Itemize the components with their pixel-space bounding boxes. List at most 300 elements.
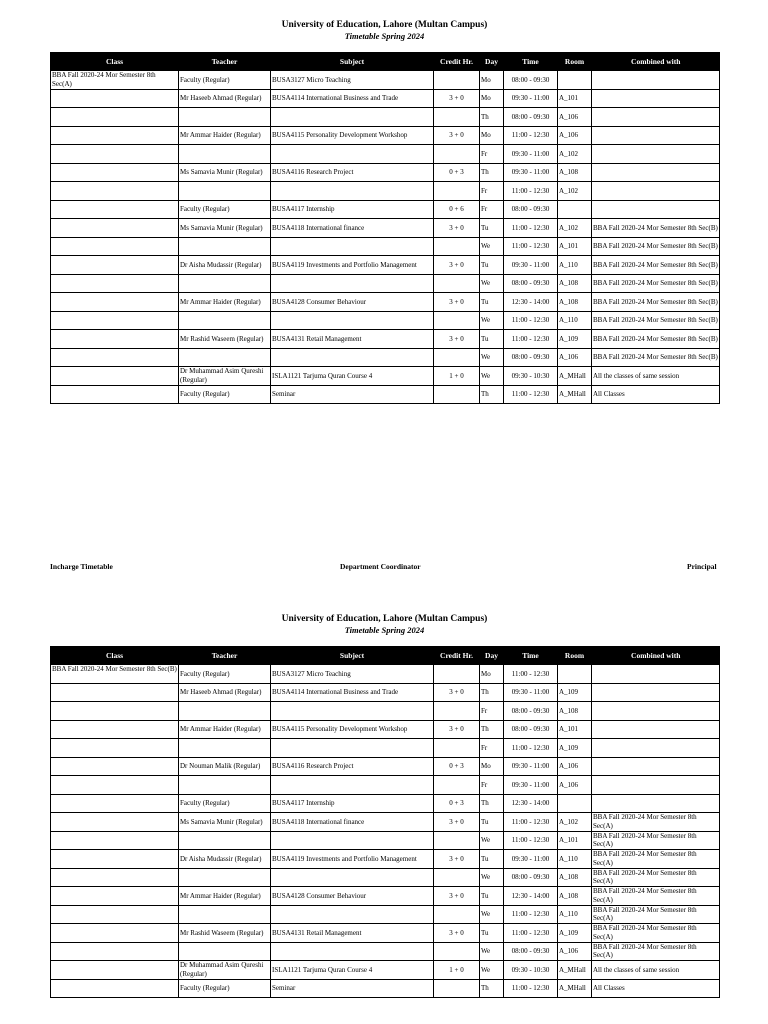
teacher-cell: Dr Aisha Mudassir (Regular): [179, 850, 271, 869]
time-cell: 11:00 - 12:30: [504, 237, 558, 256]
time-cell: 12:30 - 14:00: [504, 887, 558, 906]
combined-with-cell: [592, 720, 720, 739]
table-row: [51, 200, 720, 219]
column-header: Class: [51, 646, 179, 665]
combined-with-cell: [592, 145, 720, 164]
subject-cell: ISLA1121 Tarjuma Quran Course 4: [271, 367, 434, 386]
table-row: [51, 256, 720, 275]
signature-coordinator: Department Coordinator: [340, 562, 421, 571]
credit-hours-cell: 0 + 6: [434, 200, 480, 219]
day-cell: Tu: [480, 850, 504, 869]
day-cell: We: [480, 348, 504, 367]
credit-hours-cell: 0 + 3: [434, 757, 480, 776]
day-cell: We: [480, 237, 504, 256]
credit-hours-cell: 3 + 0: [434, 256, 480, 275]
combined-with-cell: BBA Fall 2020-24 Mor Semester 8th Sec(B): [592, 348, 720, 367]
day-cell: We: [480, 905, 504, 924]
subject-cell: [271, 942, 434, 961]
day-cell: We: [480, 831, 504, 850]
combined-with-cell: [592, 182, 720, 201]
class-cell: [51, 385, 179, 404]
time-cell: 11:00 - 12:30: [504, 665, 558, 684]
day-cell: Th: [480, 794, 504, 813]
combined-with-cell: BBA Fall 2020-24 Mor Semester 8th Sec(B): [592, 274, 720, 293]
combined-with-cell: BBA Fall 2020-24 Mor Semester 8th Sec(A): [592, 868, 720, 887]
timetable-section-2: [50, 614, 719, 998]
column-header: Room: [558, 52, 592, 71]
table-row: [51, 108, 720, 127]
table-row: [51, 293, 720, 312]
teacher-cell: Ms Samavia Munir (Regular): [179, 813, 271, 832]
subject-cell: BUSA4131 Retail Management: [271, 330, 434, 349]
subject-cell: [271, 739, 434, 758]
time-cell: 08:00 - 09:30: [504, 720, 558, 739]
column-header: Combined with: [592, 646, 720, 665]
combined-with-cell: BBA Fall 2020-24 Mor Semester 8th Sec(A): [592, 813, 720, 832]
class-cell: [51, 182, 179, 201]
teacher-cell: [179, 145, 271, 164]
day-cell: Mo: [480, 757, 504, 776]
room-cell: A_108: [558, 868, 592, 887]
subject-cell: BUSA4118 International finance: [271, 219, 434, 238]
table-row: [51, 683, 720, 702]
class-cell: BBA Fall 2020-24 Mor Semester 8th Sec(B): [51, 665, 179, 684]
class-cell: [51, 868, 179, 887]
credit-hours-cell: 3 + 0: [434, 887, 480, 906]
room-cell: [558, 71, 592, 90]
page-title: University of Education, Lahore (Multan Campus): [281, 20, 488, 30]
table-row: [51, 219, 720, 238]
subject-cell: BUSA4118 International finance: [271, 813, 434, 832]
table-row: [51, 126, 720, 145]
subject-cell: [271, 311, 434, 330]
credit-hours-cell: [434, 108, 480, 127]
subject-cell: BUSA4115 Personality Development Workshop: [271, 126, 434, 145]
day-cell: Fr: [480, 776, 504, 795]
teacher-cell: Mr Rashid Waseem (Regular): [179, 924, 271, 943]
teacher-cell: [179, 274, 271, 293]
credit-hours-cell: [434, 979, 480, 998]
day-cell: Mo: [480, 665, 504, 684]
teacher-cell: [179, 831, 271, 850]
day-cell: Mo: [480, 71, 504, 90]
time-cell: 08:00 - 09:30: [504, 200, 558, 219]
class-cell: [51, 979, 179, 998]
combined-with-cell: BBA Fall 2020-24 Mor Semester 8th Sec(B): [592, 293, 720, 312]
day-cell: Tu: [480, 813, 504, 832]
credit-hours-cell: [434, 776, 480, 795]
table-row: [51, 924, 720, 943]
class-cell: [51, 348, 179, 367]
day-cell: Tu: [480, 924, 504, 943]
credit-hours-cell: 1 + 0: [434, 367, 480, 386]
time-cell: 11:00 - 12:30: [504, 979, 558, 998]
table-row: [51, 702, 720, 721]
credit-hours-cell: [434, 237, 480, 256]
combined-with-cell: BBA Fall 2020-24 Mor Semester 8th Sec(A): [592, 831, 720, 850]
time-cell: 08:00 - 09:30: [504, 71, 558, 90]
credit-hours-cell: 0 + 3: [434, 163, 480, 182]
credit-hours-cell: [434, 868, 480, 887]
combined-with-cell: [592, 89, 720, 108]
subject-cell: BUSA4117 Internship: [271, 794, 434, 813]
table-row: [51, 720, 720, 739]
credit-hours-cell: 3 + 0: [434, 219, 480, 238]
time-cell: 08:00 - 09:30: [504, 274, 558, 293]
time-cell: 12:30 - 14:00: [504, 794, 558, 813]
room-cell: A_110: [558, 905, 592, 924]
room-cell: A_110: [558, 850, 592, 869]
table-row: [51, 163, 720, 182]
time-cell: 11:00 - 12:30: [504, 330, 558, 349]
class-cell: [51, 683, 179, 702]
room-cell: A_106: [558, 942, 592, 961]
teacher-cell: Faculty (Regular): [179, 979, 271, 998]
room-cell: A_MHall: [558, 367, 592, 386]
room-cell: A_106: [558, 776, 592, 795]
table-row: [51, 330, 720, 349]
class-cell: BBA Fall 2020-24 Mor Semester 8th Sec(A): [51, 71, 179, 90]
room-cell: A_MHall: [558, 961, 592, 980]
table-row: [51, 367, 720, 386]
combined-with-cell: [592, 739, 720, 758]
credit-hours-cell: [434, 182, 480, 201]
room-cell: A_106: [558, 348, 592, 367]
time-cell: 09:30 - 11:00: [504, 850, 558, 869]
column-header: Subject: [271, 646, 434, 665]
column-header: Teacher: [179, 52, 271, 71]
credit-hours-cell: [434, 274, 480, 293]
time-cell: 09:30 - 11:00: [504, 89, 558, 108]
page-subtitle: Timetable Spring 2024: [344, 625, 425, 635]
teacher-cell: Mr Haseeb Ahmad (Regular): [179, 89, 271, 108]
room-cell: A_102: [558, 813, 592, 832]
class-cell: [51, 720, 179, 739]
day-cell: We: [480, 311, 504, 330]
column-header: Room: [558, 646, 592, 665]
time-cell: 11:00 - 12:30: [504, 385, 558, 404]
subject-cell: [271, 905, 434, 924]
column-header: Time: [504, 52, 558, 71]
day-cell: Mo: [480, 89, 504, 108]
credit-hours-cell: [434, 71, 480, 90]
room-cell: A_108: [558, 274, 592, 293]
time-cell: 11:00 - 12:30: [504, 924, 558, 943]
credit-hours-cell: [434, 942, 480, 961]
class-cell: [51, 831, 179, 850]
day-cell: Tu: [480, 293, 504, 312]
teacher-cell: [179, 348, 271, 367]
class-cell: [51, 89, 179, 108]
subject-cell: BUSA4131 Retail Management: [271, 924, 434, 943]
combined-with-cell: [592, 200, 720, 219]
time-cell: 09:30 - 11:00: [504, 163, 558, 182]
combined-with-cell: All the classes of same session: [592, 961, 720, 980]
time-cell: 08:00 - 09:30: [504, 348, 558, 367]
table-row: [51, 942, 720, 961]
day-cell: Tu: [480, 330, 504, 349]
table-row: [51, 813, 720, 832]
credit-hours-cell: 0 + 3: [434, 794, 480, 813]
teacher-cell: [179, 776, 271, 795]
column-header: Time: [504, 646, 558, 665]
time-cell: 11:00 - 12:30: [504, 831, 558, 850]
subject-cell: [271, 868, 434, 887]
class-cell: [51, 293, 179, 312]
class-cell: [51, 274, 179, 293]
credit-hours-cell: 3 + 0: [434, 330, 480, 349]
day-cell: Fr: [480, 739, 504, 758]
room-cell: A_109: [558, 683, 592, 702]
combined-with-cell: BBA Fall 2020-24 Mor Semester 8th Sec(B): [592, 237, 720, 256]
teacher-cell: Mr Ammar Haider (Regular): [179, 720, 271, 739]
day-cell: Fr: [480, 182, 504, 201]
page-title: University of Education, Lahore (Multan Campus): [281, 614, 488, 624]
table-row: [51, 776, 720, 795]
combined-with-cell: All the classes of same session: [592, 367, 720, 386]
class-cell: [51, 887, 179, 906]
table-body: [51, 71, 720, 404]
table-row: [51, 794, 720, 813]
teacher-cell: Mr Haseeb Ahmad (Regular): [179, 683, 271, 702]
class-cell: [51, 757, 179, 776]
combined-with-cell: All Classes: [592, 385, 720, 404]
timetable-section-1: [50, 20, 719, 404]
time-cell: 08:00 - 09:30: [504, 868, 558, 887]
subject-cell: [271, 237, 434, 256]
table-row: [51, 979, 720, 998]
subject-cell: BUSA4119 Investments and Portfolio Management: [271, 850, 434, 869]
credit-hours-cell: 3 + 0: [434, 850, 480, 869]
teacher-cell: Mr Ammar Haider (Regular): [179, 293, 271, 312]
time-cell: 11:00 - 12:30: [504, 219, 558, 238]
day-cell: Tu: [480, 219, 504, 238]
credit-hours-cell: [434, 385, 480, 404]
subject-cell: [271, 145, 434, 164]
room-cell: A_MHall: [558, 385, 592, 404]
table-row: [51, 905, 720, 924]
credit-hours-cell: 3 + 0: [434, 293, 480, 312]
signature-principal: Principal: [687, 562, 717, 571]
combined-with-cell: BBA Fall 2020-24 Mor Semester 8th Sec(A): [592, 850, 720, 869]
class-cell: [51, 905, 179, 924]
time-cell: 11:00 - 12:30: [504, 311, 558, 330]
room-cell: A_MHall: [558, 979, 592, 998]
subject-cell: BUSA4115 Personality Development Workshop: [271, 720, 434, 739]
subject-cell: [271, 776, 434, 795]
combined-with-cell: BBA Fall 2020-24 Mor Semester 8th Sec(A): [592, 942, 720, 961]
class-cell: [51, 794, 179, 813]
signature-incharge: Incharge Timetable: [50, 562, 113, 571]
combined-with-cell: [592, 108, 720, 127]
combined-with-cell: [592, 683, 720, 702]
day-cell: We: [480, 868, 504, 887]
room-cell: A_110: [558, 256, 592, 275]
column-header: Teacher: [179, 646, 271, 665]
time-cell: 09:30 - 11:00: [504, 145, 558, 164]
room-cell: A_106: [558, 757, 592, 776]
combined-with-cell: BBA Fall 2020-24 Mor Semester 8th Sec(B): [592, 256, 720, 275]
combined-with-cell: [592, 794, 720, 813]
time-cell: 09:30 - 10:30: [504, 961, 558, 980]
day-cell: Fr: [480, 702, 504, 721]
class-cell: [51, 237, 179, 256]
class-cell: [51, 126, 179, 145]
timetable: [50, 646, 720, 998]
day-cell: Th: [480, 720, 504, 739]
subject-cell: Seminar: [271, 385, 434, 404]
column-header: Subject: [271, 52, 434, 71]
column-header: Combined with: [592, 52, 720, 71]
timetable: [50, 52, 720, 404]
class-cell: [51, 219, 179, 238]
class-cell: [51, 739, 179, 758]
table-row: [51, 348, 720, 367]
subject-cell: BUSA3127 Micro Teaching: [271, 71, 434, 90]
teacher-cell: [179, 182, 271, 201]
teacher-cell: Faculty (Regular): [179, 385, 271, 404]
time-cell: 12:30 - 14:00: [504, 293, 558, 312]
credit-hours-cell: [434, 905, 480, 924]
column-header: Class: [51, 52, 179, 71]
credit-hours-cell: 1 + 0: [434, 961, 480, 980]
credit-hours-cell: 3 + 0: [434, 720, 480, 739]
combined-with-cell: BBA Fall 2020-24 Mor Semester 8th Sec(A): [592, 905, 720, 924]
credit-hours-cell: 3 + 0: [434, 89, 480, 108]
room-cell: A_101: [558, 831, 592, 850]
table-row: [51, 665, 720, 684]
subject-cell: [271, 348, 434, 367]
teacher-cell: Dr Nouman Malik (Regular): [179, 757, 271, 776]
credit-hours-cell: 3 + 0: [434, 813, 480, 832]
day-cell: Mo: [480, 126, 504, 145]
table-row: [51, 850, 720, 869]
column-header: Day: [480, 646, 504, 665]
teacher-cell: Dr Aisha Mudassir (Regular): [179, 256, 271, 275]
day-cell: We: [480, 961, 504, 980]
combined-with-cell: [592, 163, 720, 182]
class-cell: [51, 108, 179, 127]
class-cell: [51, 850, 179, 869]
teacher-cell: [179, 311, 271, 330]
credit-hours-cell: [434, 702, 480, 721]
combined-with-cell: [592, 71, 720, 90]
room-cell: A_102: [558, 145, 592, 164]
class-cell: [51, 367, 179, 386]
credit-hours-cell: 3 + 0: [434, 126, 480, 145]
table-row: [51, 831, 720, 850]
subject-cell: BUSA4128 Consumer Behaviour: [271, 293, 434, 312]
teacher-cell: Ms Samavia Munir (Regular): [179, 219, 271, 238]
table-row: [51, 385, 720, 404]
room-cell: A_109: [558, 739, 592, 758]
time-cell: 08:00 - 09:30: [504, 108, 558, 127]
time-cell: 09:30 - 11:00: [504, 757, 558, 776]
table-row: [51, 71, 720, 90]
time-cell: 09:30 - 11:00: [504, 683, 558, 702]
time-cell: 09:30 - 11:00: [504, 776, 558, 795]
class-cell: [51, 145, 179, 164]
class-cell: [51, 776, 179, 795]
subject-cell: BUSA4114 International Business and Trade: [271, 89, 434, 108]
combined-with-cell: BBA Fall 2020-24 Mor Semester 8th Sec(A): [592, 887, 720, 906]
table-row: [51, 868, 720, 887]
subject-cell: [271, 274, 434, 293]
day-cell: Th: [480, 683, 504, 702]
class-cell: [51, 813, 179, 832]
combined-with-cell: BBA Fall 2020-24 Mor Semester 8th Sec(B): [592, 219, 720, 238]
day-cell: Th: [480, 979, 504, 998]
credit-hours-cell: 3 + 0: [434, 924, 480, 943]
class-cell: [51, 256, 179, 275]
table-header-row: [51, 52, 720, 71]
teacher-cell: [179, 739, 271, 758]
time-cell: 11:00 - 12:30: [504, 182, 558, 201]
teacher-cell: [179, 868, 271, 887]
teacher-cell: [179, 702, 271, 721]
room-cell: [558, 665, 592, 684]
teacher-cell: [179, 942, 271, 961]
page-subtitle: Timetable Spring 2024: [344, 31, 425, 41]
room-cell: A_102: [558, 219, 592, 238]
credit-hours-cell: [434, 831, 480, 850]
room-cell: [558, 794, 592, 813]
table-header-row: [51, 646, 720, 665]
day-cell: Tu: [480, 256, 504, 275]
subject-cell: [271, 182, 434, 201]
subject-cell: BUSA4116 Research Project: [271, 163, 434, 182]
combined-with-cell: All Classes: [592, 979, 720, 998]
room-cell: A_109: [558, 330, 592, 349]
table-row: [51, 757, 720, 776]
day-cell: We: [480, 274, 504, 293]
teacher-cell: [179, 905, 271, 924]
day-cell: Th: [480, 385, 504, 404]
subject-cell: BUSA3127 Micro Teaching: [271, 665, 434, 684]
time-cell: 09:30 - 11:00: [504, 256, 558, 275]
teacher-cell: Ms Samavia Munir (Regular): [179, 163, 271, 182]
time-cell: 11:00 - 12:30: [504, 126, 558, 145]
table-body: [51, 665, 720, 998]
subject-cell: Seminar: [271, 979, 434, 998]
teacher-cell: Mr Ammar Haider (Regular): [179, 126, 271, 145]
day-cell: Tu: [480, 887, 504, 906]
combined-with-cell: [592, 126, 720, 145]
teacher-cell: Faculty (Regular): [179, 200, 271, 219]
time-cell: 08:00 - 09:30: [504, 702, 558, 721]
day-cell: Fr: [480, 145, 504, 164]
room-cell: [558, 200, 592, 219]
teacher-cell: Dr Muhammad Asim Qureshi (Regular): [179, 961, 271, 980]
column-header: Day: [480, 52, 504, 71]
room-cell: A_108: [558, 293, 592, 312]
day-cell: Fr: [480, 200, 504, 219]
class-cell: [51, 961, 179, 980]
column-header: Credit Hr.: [434, 52, 480, 71]
subject-cell: BUSA4119 Investments and Portfolio Management: [271, 256, 434, 275]
combined-with-cell: [592, 757, 720, 776]
class-cell: [51, 200, 179, 219]
room-cell: A_109: [558, 924, 592, 943]
class-cell: [51, 942, 179, 961]
combined-with-cell: BBA Fall 2020-24 Mor Semester 8th Sec(B): [592, 311, 720, 330]
time-cell: 11:00 - 12:30: [504, 905, 558, 924]
teacher-cell: Faculty (Regular): [179, 665, 271, 684]
teacher-cell: Faculty (Regular): [179, 71, 271, 90]
subject-cell: ISLA1121 Tarjuma Quran Course 4: [271, 961, 434, 980]
subject-cell: BUSA4116 Research Project: [271, 757, 434, 776]
credit-hours-cell: [434, 739, 480, 758]
